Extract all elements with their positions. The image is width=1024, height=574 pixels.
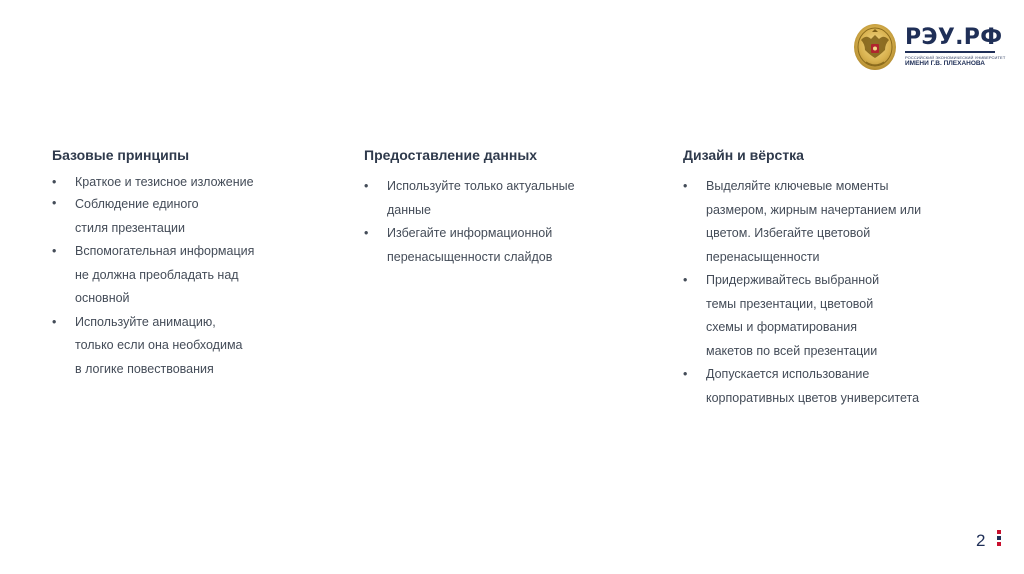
item-text-line: Используйте анимацию,: [75, 314, 216, 329]
list-item: [683, 269, 983, 363]
item-text-line: Избегайте информационной: [387, 226, 553, 240]
column-basic-principles: [52, 146, 312, 381]
bullet-marker: •: [52, 196, 57, 210]
bullet-marker: •: [683, 273, 688, 287]
item-text-line: корпоративных цветов университета: [706, 390, 920, 405]
accent-square: [997, 536, 1001, 540]
bullet-list: [364, 175, 654, 269]
column-data-presentation: [364, 146, 654, 269]
bullet-marker: •: [683, 367, 688, 381]
list-item: [364, 222, 654, 269]
bullet-marker: •: [52, 175, 57, 189]
list-item: [364, 175, 654, 222]
accent-square: [997, 542, 1001, 546]
item-text-line: Выделяйте ключевые моменты: [706, 179, 889, 193]
logo-subtitle-1: РОССИЙСКИЙ ЭКОНОМИЧЕСКИЙ УНИВЕРСИТЕТ: [905, 55, 1006, 60]
item-text-line: в логике повествования: [75, 361, 214, 376]
logo-main-text: РЭУ.РФ: [905, 25, 1003, 50]
item-text-line: перенасыщенности слайдов: [387, 249, 553, 264]
logo-subtitle-2: ИМЕНИ Г.В. ПЛЕХАНОВА: [905, 60, 985, 67]
item-text-line: Используйте только актуальные: [387, 179, 575, 193]
bullet-marker: •: [52, 314, 57, 329]
accent-marker: [997, 530, 1001, 550]
column-design-layout: [683, 146, 983, 410]
double-headed-eagle-emblem: [852, 22, 898, 72]
page-number: 2: [976, 531, 986, 550]
list-item: [683, 175, 983, 269]
item-text-line: Допускается использование: [706, 367, 870, 381]
item-text-line: данные: [387, 202, 431, 217]
item-text-line: основной: [75, 291, 130, 305]
bullet-marker: •: [683, 179, 688, 193]
bullet-list: [52, 172, 312, 381]
list-item: [52, 311, 312, 382]
item-text-line: Вспомогательная информация: [75, 244, 255, 258]
list-item: [52, 193, 312, 240]
item-text-line: цветом. Избегайте цветовой: [706, 226, 871, 240]
item-text-line: только если она необходима: [75, 338, 243, 352]
bullet-marker: •: [52, 244, 57, 258]
column-title: Базовые принципы: [52, 147, 190, 163]
item-text-line: стиля презентации: [75, 220, 185, 235]
column-title: Дизайн и вёрстка: [683, 147, 804, 163]
item-text-line: перенасыщенности: [706, 249, 820, 264]
item-text-line: схемы и форматирования: [706, 320, 857, 334]
list-item: [52, 172, 312, 193]
bullet-marker: •: [364, 179, 369, 193]
item-text-line: темы презентации, цветовой: [706, 296, 874, 311]
list-item: [683, 363, 983, 410]
item-text-line: Краткое и тезисное изложение: [75, 175, 254, 189]
bullet-list: [683, 175, 983, 410]
column-title: Предоставление данных: [364, 147, 538, 163]
item-text-line: не должна преобладать над: [75, 267, 239, 282]
accent-square: [997, 530, 1001, 534]
item-text-line: Соблюдение единого: [75, 197, 199, 211]
logo-text: [905, 25, 1006, 68]
logo-divider: [905, 51, 995, 53]
bullet-marker: •: [364, 226, 369, 240]
item-text-line: размером, жирным начертанием или: [706, 202, 922, 217]
item-text-line: макетов по всей презентации: [706, 343, 878, 358]
item-text-line: Придерживайтесь выбранной: [706, 273, 880, 287]
university-logo: [852, 22, 1006, 74]
list-item: [52, 240, 312, 311]
